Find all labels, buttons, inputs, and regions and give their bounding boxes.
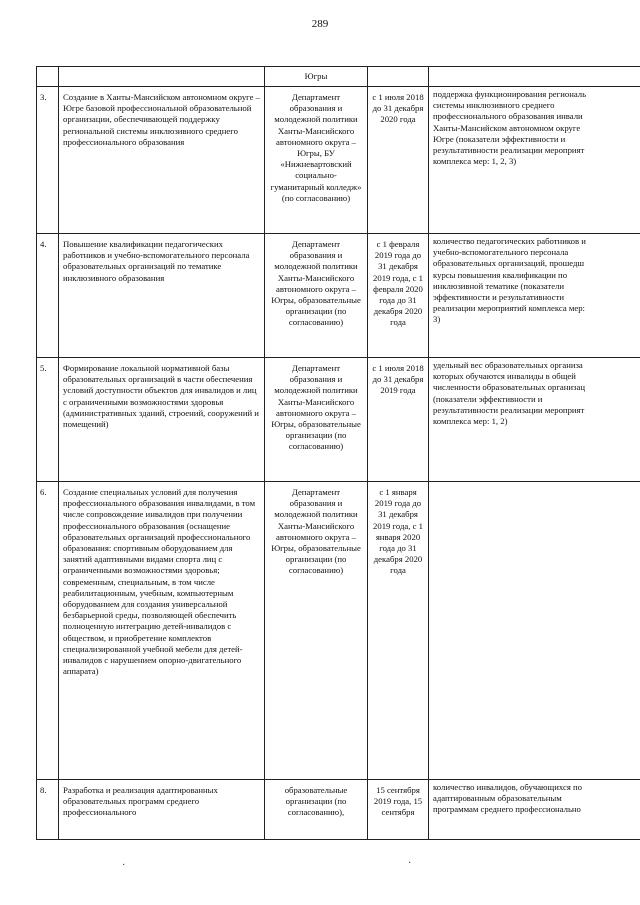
indicator-line: количество педагогических работников и [433, 236, 586, 246]
indicator-line: Ханты-Мансийском автономном округе [433, 122, 581, 133]
page-number: 289 [311, 18, 329, 30]
indicator-line: 3) [433, 314, 441, 325]
table-row [37, 234, 640, 358]
term-text: с 1 января 2019 года до 31 декабря 2019 года, с 1 января 2020 года до 31 декабря 2020 года [368, 482, 429, 780]
indicator-line: результативности реализации мероприят [433, 145, 585, 156]
indicator-line: реализации мероприятий комплекса мер: [433, 303, 585, 314]
indicator-line: комплекса мер: 1, 2) [433, 416, 508, 427]
indicator-text [429, 482, 640, 780]
cell-activity [59, 67, 265, 87]
indicator-line: численности образовательных организац [433, 382, 585, 393]
measures-table [36, 66, 640, 840]
indicator-line: комплекса мер: 1, 2, 3) [433, 156, 517, 167]
scan-speck: · [122, 860, 126, 871]
activity-text: Создание в Ханты-Мансийском автономном округе – Югре базовой профессиональной образовательной организации, обеспечивающей поддержку региональной системы инклюзивного среднего профессионального образования [59, 87, 265, 234]
activity-text: Повышение квалификации педагогических работников и учебно-вспомогательного персонала образовательных организаций по тематике инклюзивного образования [59, 234, 265, 358]
activity-text: Формирование локальной нормативной базы образовательных организаций в части обеспечения условий доступности объектов для инвалидов и лиц с ограниченными возможностями здоровья (административных зданий, строений, сооружений и помещений) [59, 358, 265, 482]
indicator-line: системы инклюзивного среднего [433, 100, 555, 111]
term-text: с 1 июля 2018 до 31 декабря 2019 года [368, 358, 429, 482]
row-number: 4. [37, 234, 59, 358]
table-row [37, 87, 640, 234]
executor-text: Департамент образования и молодежной политики Ханты-Мансийского автономного округа – Югры, БУ «Нижневартовский социально-гуманитарный колледж» (по согласованию) [265, 87, 368, 234]
indicator-line: курсы повышения квалификации по [433, 269, 568, 280]
table-row [37, 780, 640, 840]
executor-text: Департамент образования и молодежной политики Ханты-Мансийского автономного округа – Югры, образовательные организации (по согласованию) [265, 234, 368, 358]
cell-indicator [429, 67, 640, 87]
continuation-row [37, 67, 640, 87]
cell-num [37, 67, 59, 87]
term-text: с 1 июля 2018 до 31 декабря 2020 года [368, 87, 429, 234]
indicator-line: результативности реализации мероприят [433, 404, 585, 415]
indicator-line: удельный вес образовательных организа [433, 360, 583, 370]
indicator-text [429, 234, 640, 358]
indicator-text [429, 358, 640, 482]
indicator-line: эффективности и результативности [433, 292, 564, 303]
cell-term [368, 67, 429, 87]
row-number: 8. [37, 780, 59, 840]
indicator-line: количество инвалидов, обучающихся по [433, 782, 582, 792]
indicator-line: которых обучаются инвалиды в общей [433, 371, 576, 382]
indicator-line: Югре (показатели эффективности и [433, 133, 566, 144]
table-row [37, 482, 640, 780]
indicator-line: программам среднего профессионально [433, 804, 581, 815]
indicator-line: поддержка функционирования региональ [433, 89, 587, 99]
indicator-text [429, 780, 640, 840]
indicator-line: учебно-вспомогательного персонала [433, 247, 569, 258]
cell-executor: Югры [265, 67, 368, 87]
row-number: 5. [37, 358, 59, 482]
term-text: 15 сентября 2019 года, 15 сентября [368, 780, 429, 840]
indicator-line: (показатели эффективности и [433, 393, 543, 404]
activity-text: Разработка и реализация адаптированных образовательных программ среднего профессионального [59, 780, 265, 840]
executor-text: образовательные организации (по согласованию), [265, 780, 368, 840]
term-text: с 1 февраля 2019 года до 31 декабря 2019 года, с 1 февраля 2020 года до 31 декабря 2020 года [368, 234, 429, 358]
scan-speck: · [408, 858, 412, 869]
activity-text: Создание специальных условий для получения профессионального образования инвалидами, в том числе сопровождение инвалидов при получении профессионального образования (оснащение образовательных организаций профессионального образования: спортивным оборудованием для занятий адаптивными видами спорта лиц с ограниченными возможностями здоровья; современным, специальным, в том числе реабилитационным, учебным, компьютерным оборудованием для создания универсальной безбарьерной среды, позволяющей обеспечить полноценную интеграцию детей-инвалидов с обществом, и приобретение комплектов специализированной учебной мебели для детей-инвалидов с нарушением опорно-двигательного аппарата) [59, 482, 265, 780]
executor-text: Департамент образования и молодежной политики Ханты-Мансийского автономного округа – Югры, образовательные организации (по согласованию) [265, 358, 368, 482]
indicator-text [429, 87, 640, 234]
row-number: 6. [37, 482, 59, 780]
table-row [37, 358, 640, 482]
indicator-line: инклюзивной тематике (показатели [433, 280, 565, 291]
indicator-line: адаптированным образовательным [433, 793, 562, 804]
indicator-line: образовательных организаций, прошедш [433, 258, 585, 269]
indicator-line: профессионального образования инвали [433, 111, 583, 122]
executor-text: Департамент образования и молодежной политики Ханты-Мансийского автономного округа – Югры, образовательные организации (по согласованию) [265, 482, 368, 780]
row-number: 3. [37, 87, 59, 234]
